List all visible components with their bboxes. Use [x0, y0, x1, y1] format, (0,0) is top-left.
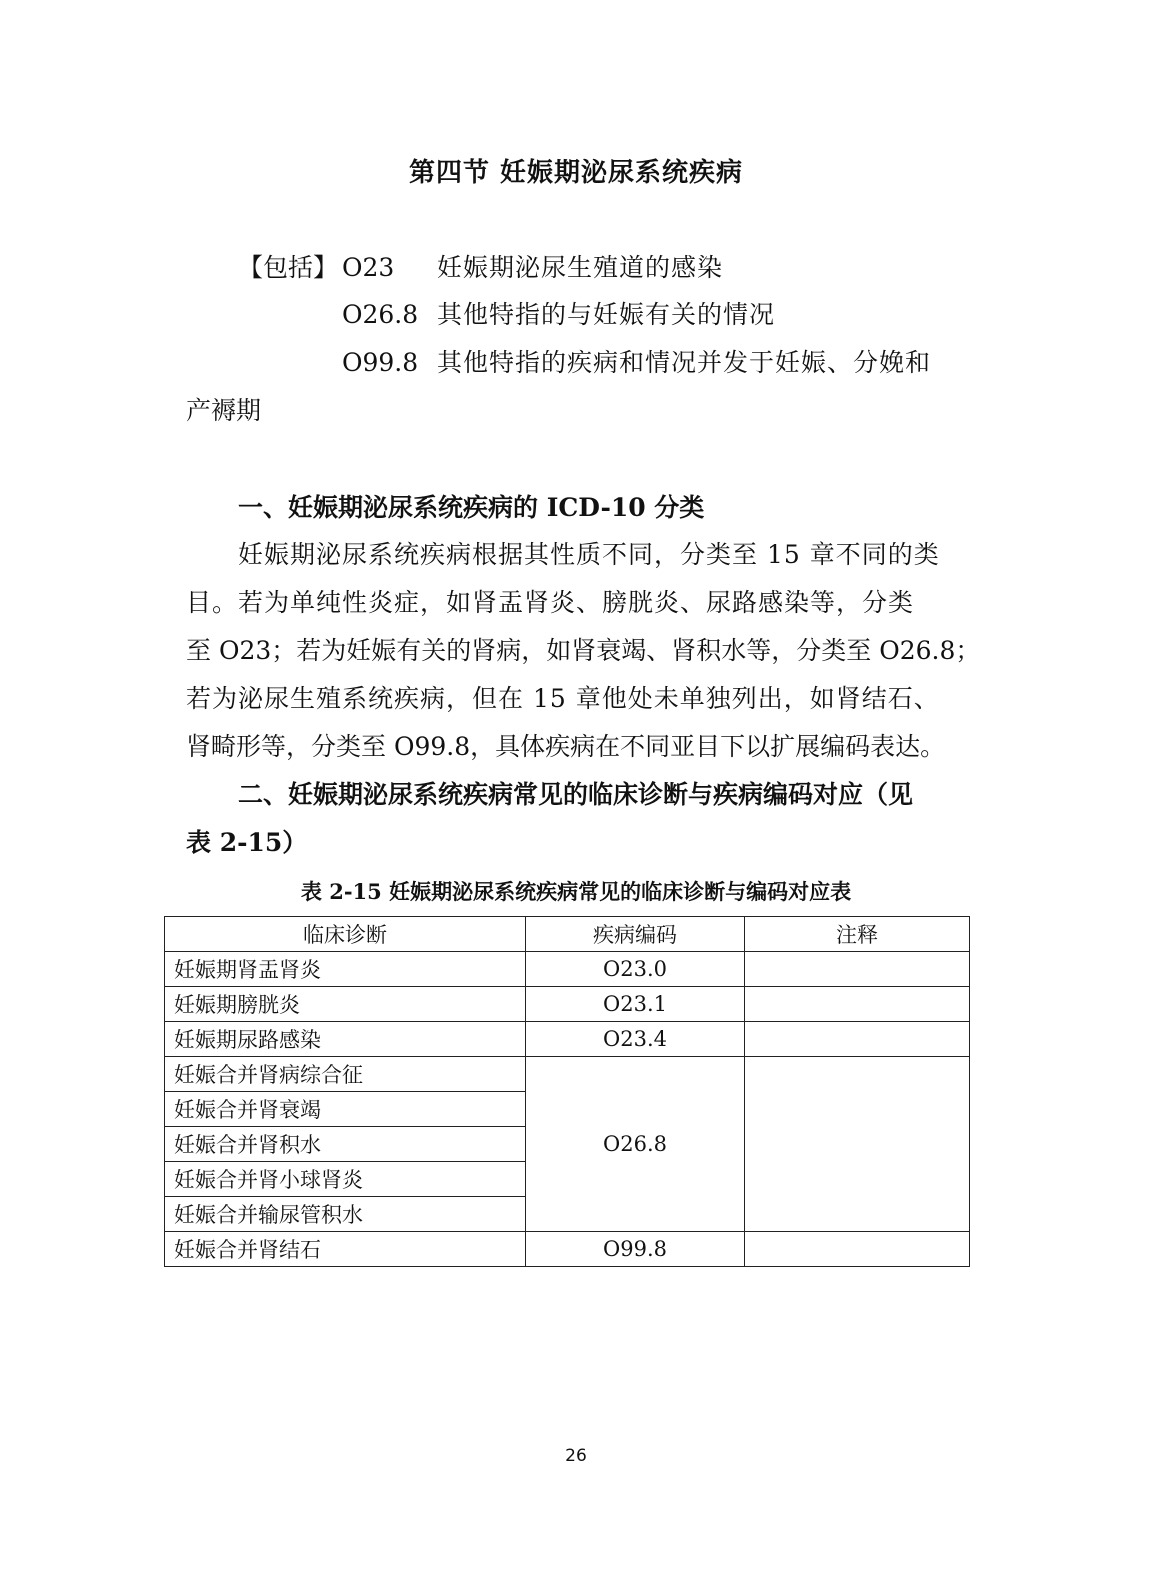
note-cell	[745, 952, 970, 987]
paragraph-line: 肾畸形等，分类至 O99.8，具体疾病在不同亚目下以扩展编码表达。	[186, 732, 946, 761]
include-text: 其他特指的疾病和情况并发于妊娠、分娩和	[437, 348, 932, 377]
section-heading: 二、妊娠期泌尿系统疾病常见的临床诊断与疾病编码对应（见	[238, 780, 914, 809]
column-header: 临床诊断	[165, 917, 526, 952]
table-caption: 表 2-15 妊娠期泌尿系统疾病常见的临床诊断与编码对应表	[300, 879, 852, 904]
diagnosis-cell: 妊娠合并肾积水	[165, 1127, 526, 1162]
code-cell: O99.8	[526, 1232, 745, 1267]
diagnosis-cell: 妊娠合并肾衰竭	[165, 1092, 526, 1127]
note-cell	[745, 987, 970, 1022]
table-row	[165, 1022, 970, 1057]
diagnosis-cell: 妊娠合并肾结石	[165, 1232, 526, 1267]
include-code: O99.8	[342, 348, 419, 377]
code-cell: O23.1	[526, 987, 745, 1022]
diagnosis-cell: 妊娠合并输尿管积水	[165, 1197, 526, 1232]
page-number: 26	[565, 1446, 587, 1466]
include-text-continuation: 产褥期	[186, 396, 262, 425]
include-label: 【包括】	[238, 253, 339, 282]
diagnosis-cell: 妊娠合并肾小球肾炎	[165, 1162, 526, 1197]
table-row	[165, 1057, 970, 1092]
paragraph-line: 若为泌尿生殖系统疾病，但在 15 章他处未单独列出，如肾结石、	[186, 684, 940, 713]
paragraph-line: 目。若为单纯性炎症，如肾盂肾炎、膀胱炎、尿路感染等，分类	[186, 588, 915, 617]
diagnosis-cell: 妊娠期膀胱炎	[165, 987, 526, 1022]
code-cell: O26.8	[526, 1057, 745, 1232]
page-title: 第四节 妊娠期泌尿系统疾病	[408, 158, 744, 188]
section-heading-continuation: 表 2-15）	[186, 828, 308, 857]
code-cell: O23.0	[526, 952, 745, 987]
note-cell	[745, 1022, 970, 1057]
diagnosis-cell: 妊娠期尿路感染	[165, 1022, 526, 1057]
column-header: 注释	[745, 917, 970, 952]
diagnosis-code-table	[164, 916, 970, 1267]
table-row	[165, 987, 970, 1022]
paragraph-line: 妊娠期泌尿系统疾病根据其性质不同，分类至 15 章不同的类	[238, 540, 940, 569]
include-text: 其他特指的与妊娠有关的情况	[437, 300, 776, 329]
note-cell	[745, 1232, 970, 1267]
section-heading: 一、妊娠期泌尿系统疾病的 ICD-10 分类	[238, 493, 705, 522]
table-header-row	[165, 917, 970, 952]
include-code: O23	[342, 253, 395, 282]
diagnosis-cell: 妊娠合并肾病综合征	[165, 1057, 526, 1092]
include-code: O26.8	[342, 300, 419, 329]
diagnosis-cell: 妊娠期肾盂肾炎	[165, 952, 526, 987]
table-row	[165, 952, 970, 987]
paragraph-line: 至 O23；若为妊娠有关的肾病，如肾衰竭、肾积水等，分类至 O26.8；	[186, 636, 981, 665]
code-cell: O23.4	[526, 1022, 745, 1057]
table-row	[165, 1232, 970, 1267]
include-text: 妊娠期泌尿生殖道的感染	[437, 253, 724, 282]
column-header: 疾病编码	[526, 917, 745, 952]
note-cell	[745, 1057, 970, 1232]
